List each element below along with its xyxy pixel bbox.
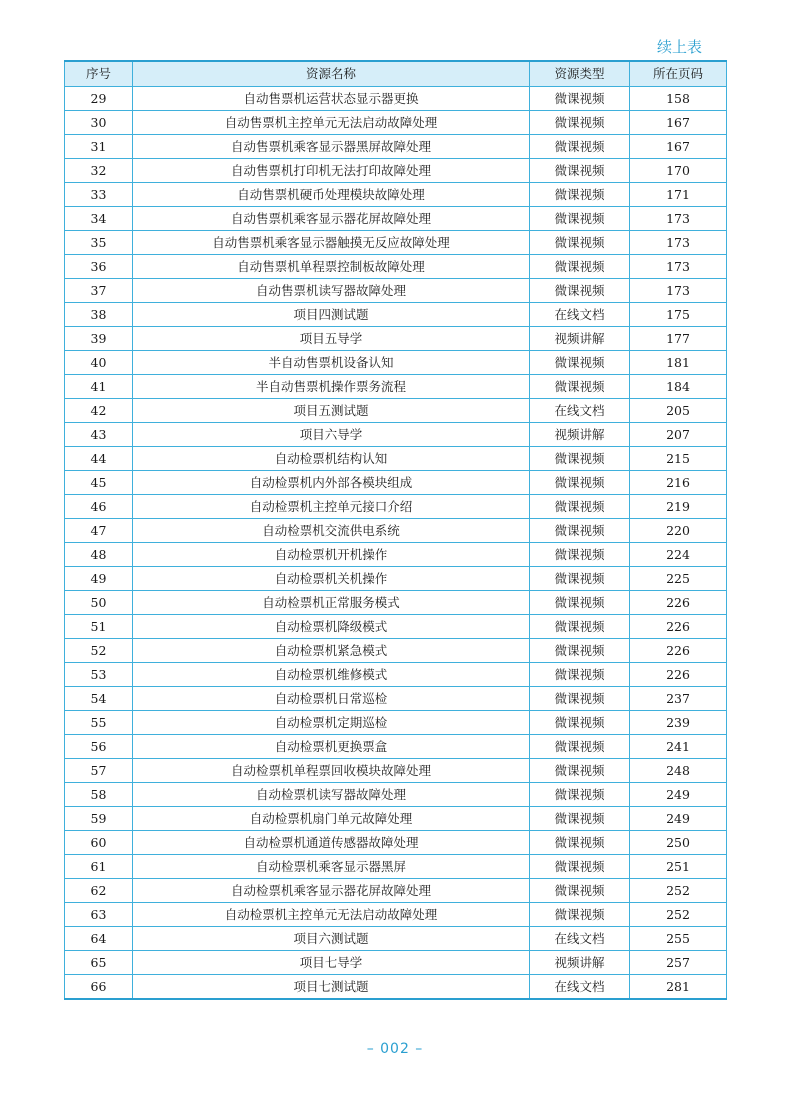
- cell-resource-type: 微课视频: [530, 879, 630, 903]
- cell-resource-name: 自动检票机通道传感器故障处理: [133, 831, 530, 855]
- cell-page-number: 173: [630, 279, 727, 303]
- cell-resource-name: 自动售票机硬币处理模块故障处理: [133, 183, 530, 207]
- table-row: [65, 879, 727, 903]
- table-row: [65, 543, 727, 567]
- cell-index: 52: [65, 639, 133, 663]
- table-row: [65, 951, 727, 975]
- cell-index: 45: [65, 471, 133, 495]
- cell-page-number: 250: [630, 831, 727, 855]
- table-row: [65, 591, 727, 615]
- cell-resource-type: 微课视频: [530, 711, 630, 735]
- cell-resource-type: 微课视频: [530, 639, 630, 663]
- cell-resource-type: 微课视频: [530, 111, 630, 135]
- cell-resource-type: 微课视频: [530, 759, 630, 783]
- cell-resource-name: 自动检票机更换票盒: [133, 735, 530, 759]
- cell-index: 34: [65, 207, 133, 231]
- cell-page-number: 225: [630, 567, 727, 591]
- cell-resource-name: 项目七导学: [133, 951, 530, 975]
- cell-resource-type: 在线文档: [530, 399, 630, 423]
- cell-resource-type: 微课视频: [530, 783, 630, 807]
- cell-resource-type: 微课视频: [530, 159, 630, 183]
- cell-resource-name: 自动检票机乘客显示器黑屏: [133, 855, 530, 879]
- table-row: [65, 855, 727, 879]
- cell-resource-name: 自动检票机正常服务模式: [133, 591, 530, 615]
- cell-page-number: 281: [630, 975, 727, 1000]
- cell-resource-type: 微课视频: [530, 615, 630, 639]
- cell-index: 35: [65, 231, 133, 255]
- cell-index: 32: [65, 159, 133, 183]
- cell-resource-type: 微课视频: [530, 543, 630, 567]
- cell-page-number: 237: [630, 687, 727, 711]
- cell-index: 55: [65, 711, 133, 735]
- cell-index: 46: [65, 495, 133, 519]
- cell-index: 54: [65, 687, 133, 711]
- cell-index: 30: [65, 111, 133, 135]
- cell-index: 58: [65, 783, 133, 807]
- cell-index: 47: [65, 519, 133, 543]
- table-row: [65, 471, 727, 495]
- cell-index: 29: [65, 87, 133, 111]
- header-page-number: 所在页码: [630, 61, 727, 87]
- page-number: – 002 –: [366, 1041, 424, 1057]
- header-resource-name: 资源名称: [133, 61, 530, 87]
- cell-page-number: 158: [630, 87, 727, 111]
- cell-resource-type: 微课视频: [530, 855, 630, 879]
- cell-resource-type: 视频讲解: [530, 423, 630, 447]
- cell-resource-name: 半自动售票机设备认知: [133, 351, 530, 375]
- cell-resource-name: 自动检票机结构认知: [133, 447, 530, 471]
- cell-page-number: 173: [630, 255, 727, 279]
- cell-resource-name: 项目六测试题: [133, 927, 530, 951]
- cell-index: 57: [65, 759, 133, 783]
- cell-page-number: 177: [630, 327, 727, 351]
- table-row: [65, 519, 727, 543]
- cell-resource-type: 微课视频: [530, 735, 630, 759]
- header-index: 序号: [65, 61, 133, 87]
- cell-resource-type: 微课视频: [530, 807, 630, 831]
- cell-page-number: 248: [630, 759, 727, 783]
- table-row: [65, 831, 727, 855]
- cell-resource-name: 自动检票机主控单元接口介绍: [133, 495, 530, 519]
- cell-resource-type: 微课视频: [530, 87, 630, 111]
- cell-index: 43: [65, 423, 133, 447]
- cell-page-number: 167: [630, 135, 727, 159]
- table-row: [65, 567, 727, 591]
- cell-resource-name: 项目五测试题: [133, 399, 530, 423]
- table-row: [65, 807, 727, 831]
- cell-index: 56: [65, 735, 133, 759]
- cell-index: 33: [65, 183, 133, 207]
- cell-page-number: 219: [630, 495, 727, 519]
- cell-resource-type: 微课视频: [530, 207, 630, 231]
- cell-page-number: 171: [630, 183, 727, 207]
- cell-resource-type: 视频讲解: [530, 951, 630, 975]
- cell-resource-name: 项目六导学: [133, 423, 530, 447]
- table-header-row: [65, 61, 727, 87]
- cell-resource-type: 微课视频: [530, 255, 630, 279]
- cell-resource-type: 在线文档: [530, 975, 630, 1000]
- resource-table: [64, 60, 727, 1000]
- cell-page-number: 252: [630, 879, 727, 903]
- cell-page-number: 224: [630, 543, 727, 567]
- table-row: [65, 735, 727, 759]
- table-row: [65, 975, 727, 1000]
- cell-resource-name: 自动售票机乘客显示器黑屏故障处理: [133, 135, 530, 159]
- cell-page-number: 184: [630, 375, 727, 399]
- cell-resource-type: 微课视频: [530, 567, 630, 591]
- table-row: [65, 783, 727, 807]
- cell-resource-type: 在线文档: [530, 927, 630, 951]
- cell-resource-name: 半自动售票机操作票务流程: [133, 375, 530, 399]
- table-row: [65, 375, 727, 399]
- table-row: [65, 687, 727, 711]
- cell-page-number: 181: [630, 351, 727, 375]
- cell-resource-type: 微课视频: [530, 183, 630, 207]
- cell-index: 48: [65, 543, 133, 567]
- table-body: [65, 87, 727, 1000]
- cell-resource-name: 自动检票机开机操作: [133, 543, 530, 567]
- cell-resource-name: 自动售票机运营状态显示器更换: [133, 87, 530, 111]
- cell-resource-name: 自动检票机维修模式: [133, 663, 530, 687]
- cell-index: 38: [65, 303, 133, 327]
- cell-resource-name: 自动检票机紧急模式: [133, 639, 530, 663]
- table-row: [65, 231, 727, 255]
- cell-page-number: 255: [630, 927, 727, 951]
- cell-resource-name: 自动售票机单程票控制板故障处理: [133, 255, 530, 279]
- cell-resource-type: 微课视频: [530, 351, 630, 375]
- cell-page-number: 226: [630, 615, 727, 639]
- cell-page-number: 175: [630, 303, 727, 327]
- cell-resource-name: 自动售票机乘客显示器花屏故障处理: [133, 207, 530, 231]
- cell-index: 53: [65, 663, 133, 687]
- cell-page-number: 170: [630, 159, 727, 183]
- cell-resource-type: 微课视频: [530, 519, 630, 543]
- cell-index: 40: [65, 351, 133, 375]
- table-row: [65, 183, 727, 207]
- table-row: [65, 759, 727, 783]
- cell-resource-name: 自动检票机降级模式: [133, 615, 530, 639]
- cell-index: 61: [65, 855, 133, 879]
- cell-resource-type: 视频讲解: [530, 327, 630, 351]
- cell-page-number: 220: [630, 519, 727, 543]
- cell-index: 51: [65, 615, 133, 639]
- cell-resource-type: 在线文档: [530, 303, 630, 327]
- cell-index: 41: [65, 375, 133, 399]
- cell-index: 59: [65, 807, 133, 831]
- cell-index: 36: [65, 255, 133, 279]
- table-row: [65, 495, 727, 519]
- cell-page-number: 205: [630, 399, 727, 423]
- cell-index: 31: [65, 135, 133, 159]
- cell-index: 37: [65, 279, 133, 303]
- cell-index: 62: [65, 879, 133, 903]
- table-row: [65, 927, 727, 951]
- cell-index: 65: [65, 951, 133, 975]
- cell-index: 50: [65, 591, 133, 615]
- cell-page-number: 241: [630, 735, 727, 759]
- cell-resource-name: 项目五导学: [133, 327, 530, 351]
- cell-resource-type: 微课视频: [530, 903, 630, 927]
- cell-resource-type: 微课视频: [530, 831, 630, 855]
- cell-resource-name: 自动检票机内外部各模块组成: [133, 471, 530, 495]
- cell-page-number: 251: [630, 855, 727, 879]
- cell-resource-name: 自动检票机日常巡检: [133, 687, 530, 711]
- cell-resource-name: 自动检票机定期巡检: [133, 711, 530, 735]
- table-row: [65, 87, 727, 111]
- cell-index: 66: [65, 975, 133, 1000]
- cell-resource-name: 自动检票机扇门单元故障处理: [133, 807, 530, 831]
- cell-resource-type: 微课视频: [530, 495, 630, 519]
- table-row: [65, 447, 727, 471]
- cell-page-number: 249: [630, 807, 727, 831]
- cell-resource-name: 自动售票机主控单元无法启动故障处理: [133, 111, 530, 135]
- cell-resource-name: 自动检票机主控单元无法启动故障处理: [133, 903, 530, 927]
- cell-resource-type: 微课视频: [530, 279, 630, 303]
- cell-resource-type: 微课视频: [530, 447, 630, 471]
- table-row: [65, 111, 727, 135]
- cell-index: 49: [65, 567, 133, 591]
- cell-resource-name: 项目七测试题: [133, 975, 530, 1000]
- resource-table-container: [64, 60, 726, 1000]
- cell-index: 44: [65, 447, 133, 471]
- cell-index: 42: [65, 399, 133, 423]
- table-row: [65, 303, 727, 327]
- table-row: [65, 639, 727, 663]
- table-row: [65, 663, 727, 687]
- header-resource-type: 资源类型: [530, 61, 630, 87]
- cell-page-number: 207: [630, 423, 727, 447]
- cell-index: 39: [65, 327, 133, 351]
- cell-resource-type: 微课视频: [530, 687, 630, 711]
- cell-resource-name: 自动售票机打印机无法打印故障处理: [133, 159, 530, 183]
- cell-page-number: 252: [630, 903, 727, 927]
- table-row: [65, 399, 727, 423]
- cell-page-number: 239: [630, 711, 727, 735]
- cell-resource-name: 自动售票机乘客显示器触摸无反应故障处理: [133, 231, 530, 255]
- cell-resource-name: 自动检票机关机操作: [133, 567, 530, 591]
- table-row: [65, 351, 727, 375]
- cell-resource-name: 自动售票机读写器故障处理: [133, 279, 530, 303]
- continued-label: 续上表: [656, 38, 702, 56]
- table-row: [65, 327, 727, 351]
- cell-resource-name: 自动检票机读写器故障处理: [133, 783, 530, 807]
- table-row: [65, 255, 727, 279]
- cell-page-number: 226: [630, 663, 727, 687]
- cell-page-number: 249: [630, 783, 727, 807]
- cell-page-number: 257: [630, 951, 727, 975]
- cell-resource-type: 微课视频: [530, 375, 630, 399]
- cell-index: 63: [65, 903, 133, 927]
- cell-resource-type: 微课视频: [530, 471, 630, 495]
- cell-page-number: 167: [630, 111, 727, 135]
- cell-resource-name: 自动检票机单程票回收模块故障处理: [133, 759, 530, 783]
- cell-index: 64: [65, 927, 133, 951]
- cell-page-number: 215: [630, 447, 727, 471]
- table-row: [65, 423, 727, 447]
- cell-resource-name: 自动检票机交流供电系统: [133, 519, 530, 543]
- cell-resource-name: 自动检票机乘客显示器花屏故障处理: [133, 879, 530, 903]
- cell-resource-type: 微课视频: [530, 135, 630, 159]
- table-row: [65, 279, 727, 303]
- table-row: [65, 135, 727, 159]
- table-row: [65, 903, 727, 927]
- cell-page-number: 216: [630, 471, 727, 495]
- table-row: [65, 207, 727, 231]
- table-row: [65, 615, 727, 639]
- cell-resource-type: 微课视频: [530, 231, 630, 255]
- cell-resource-type: 微课视频: [530, 591, 630, 615]
- cell-resource-type: 微课视频: [530, 663, 630, 687]
- cell-index: 60: [65, 831, 133, 855]
- table-row: [65, 159, 727, 183]
- cell-page-number: 173: [630, 231, 727, 255]
- cell-resource-name: 项目四测试题: [133, 303, 530, 327]
- table-row: [65, 711, 727, 735]
- cell-page-number: 226: [630, 591, 727, 615]
- cell-page-number: 173: [630, 207, 727, 231]
- cell-page-number: 226: [630, 639, 727, 663]
